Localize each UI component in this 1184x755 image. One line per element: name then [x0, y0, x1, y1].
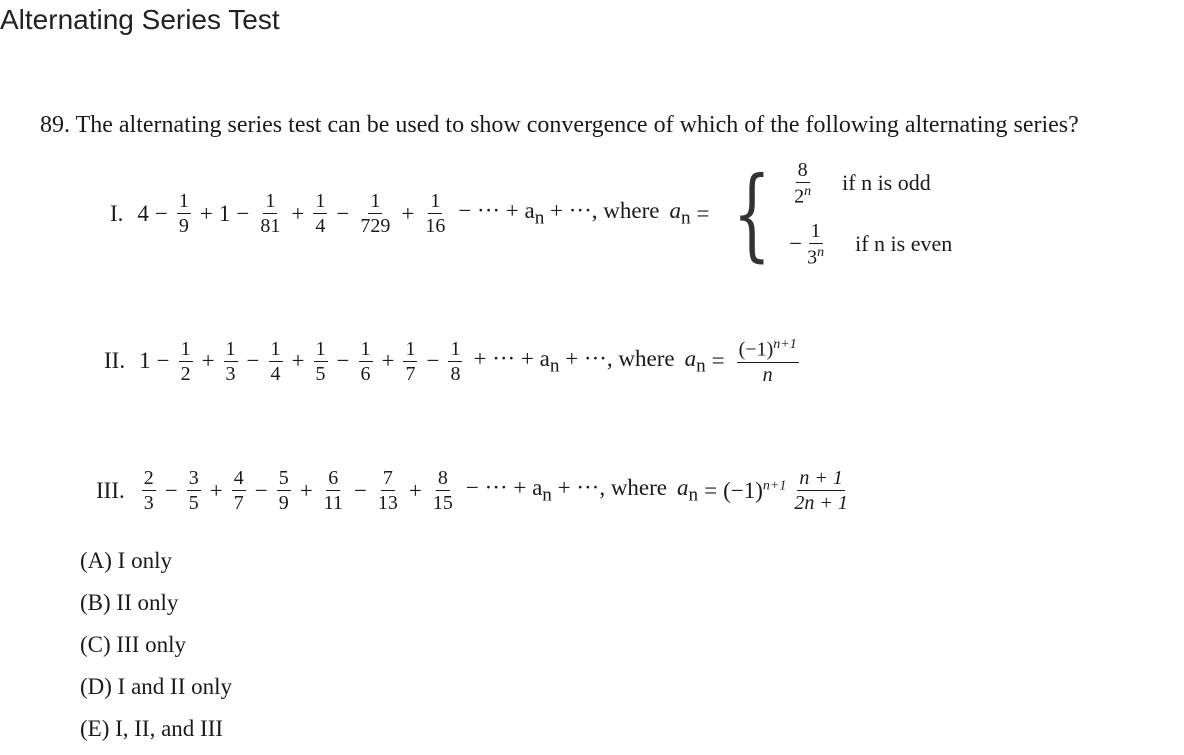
left-brace-icon: {	[732, 154, 771, 272]
choice-c[interactable]: (C) III only	[80, 632, 187, 657]
series-ii: II. 1 − $\frac{1}{2}$ + $\frac{1}{3}$ − $\frac{1}{4}$ + $\frac{1}{5}$ − $\frac{1}{6}$ + $\frac{1}{7}$ − $\frac{1}{8}$ + ··· + $a_n$ + ···, where $a_n$ = $\frac{(-1)^{n+1}}{n}$	[104, 337, 797, 386]
series-iii-term: $\frac{8}{15}$	[432, 467, 453, 514]
series-ii-term: $\frac{1}{8}$	[450, 337, 461, 385]
series-ii-term: $\frac{1}{2}$	[180, 337, 191, 385]
piecewise-cases	[789, 160, 952, 267]
series-iii-term: $\frac{7}{13}$	[377, 467, 398, 514]
series-ii-equals: =	[711, 348, 725, 374]
series-iii-equals: =	[704, 477, 718, 503]
series-ii-formula: $\frac{(-1)^{n+1}}{n}$	[738, 337, 797, 386]
series-iii-label: III.	[96, 477, 125, 503]
series-i-term: $\frac{1}{4}$	[315, 190, 326, 238]
series-iii-an: $a_n$	[677, 474, 699, 506]
series-i-term: $\frac{1}{729}$	[360, 190, 391, 238]
page-title: Alternating Series Test	[0, 4, 280, 35]
choice-b[interactable]: (B) II only	[80, 590, 179, 615]
case-even: − $\frac{1}{3^n}$ if n is even	[789, 219, 953, 269]
series-ii-start: 1	[139, 348, 151, 374]
series-iii-term: $\frac{6}{11}$	[323, 467, 343, 514]
series-iii-tail: − ··· + $a_n$ + ···, where	[465, 474, 668, 506]
choice-a[interactable]: (A) I only	[80, 548, 172, 573]
series-ii-term: $\frac{1}{7}$	[405, 337, 416, 385]
case-odd: $\frac{8}{2^n}$ if n is odd	[794, 159, 931, 208]
series-i-one: 1	[218, 200, 231, 226]
series-i-label: I.	[110, 200, 124, 226]
series-iii-term: $\frac{3}{5}$	[188, 467, 199, 514]
series-i-start: 4	[137, 200, 149, 226]
series-i-term: $\frac{1}{9}$	[178, 190, 189, 238]
choice-d[interactable]: (D) I and II only	[80, 674, 233, 699]
series-i: I. 4 − $\frac{1}{9}$ + 1 − $\frac{1}{81}$ + $\frac{1}{4}$ − $\frac{1}{729}$ + $\frac{1}{16}$ − ··· + $a_n$ + ···, where $a_n$ = { $\frac{8}{2^n}$ if n is odd − $\frac{1}{3^n}$ if n is even	[110, 154, 953, 272]
series-ii-term: $\frac{1}{4}$	[270, 337, 281, 385]
series-iii-formula: $\frac{n + 1}{2n + 1}$	[794, 467, 848, 514]
question-text: 89. The alternating series test can be used to show convergence of which of the following alternating series?	[40, 112, 1079, 138]
series-i-term: $\frac{1}{81}$	[260, 190, 281, 238]
series-i-equals: =	[696, 200, 710, 226]
series-ii-label: II.	[104, 348, 126, 374]
series-ii-an: $a_n$	[684, 345, 706, 377]
series-iii-sign: $(-1)^{n+1}$	[723, 477, 787, 503]
series-ii-term: $\frac{1}{3}$	[225, 337, 236, 385]
series-iii-term: $\frac{4}{7}$	[233, 467, 244, 514]
series-i-an: $a_n$	[669, 197, 691, 229]
series-i-term: $\frac{1}{16}$	[425, 190, 446, 238]
series-iii-term: $\frac{5}{9}$	[278, 467, 289, 514]
choice-e[interactable]: (E) I, II, and III	[80, 716, 224, 741]
series-ii-term: $\frac{1}{5}$	[315, 337, 326, 385]
series-ii-tail: + ··· + $a_n$ + ···, where	[473, 345, 675, 377]
series-i-tail: − ··· + $a_n$ + ···, where	[458, 197, 660, 229]
series-iii-term: $\frac{2}{3}$	[143, 467, 154, 514]
series-ii-term: $\frac{1}{6}$	[360, 337, 371, 385]
series-iii: III. $\frac{2}{3}$ − $\frac{3}{5}$ + $\frac{4}{7}$ − $\frac{5}{9}$ + $\frac{6}{11}$ − $\frac{7}{13}$ + $\frac{8}{15}$ − ··· + $a_n$ + ···, where $a_n$ = $(-1)^{n+1}$ $\frac{n + 1}{2n + 1}$	[96, 467, 848, 514]
